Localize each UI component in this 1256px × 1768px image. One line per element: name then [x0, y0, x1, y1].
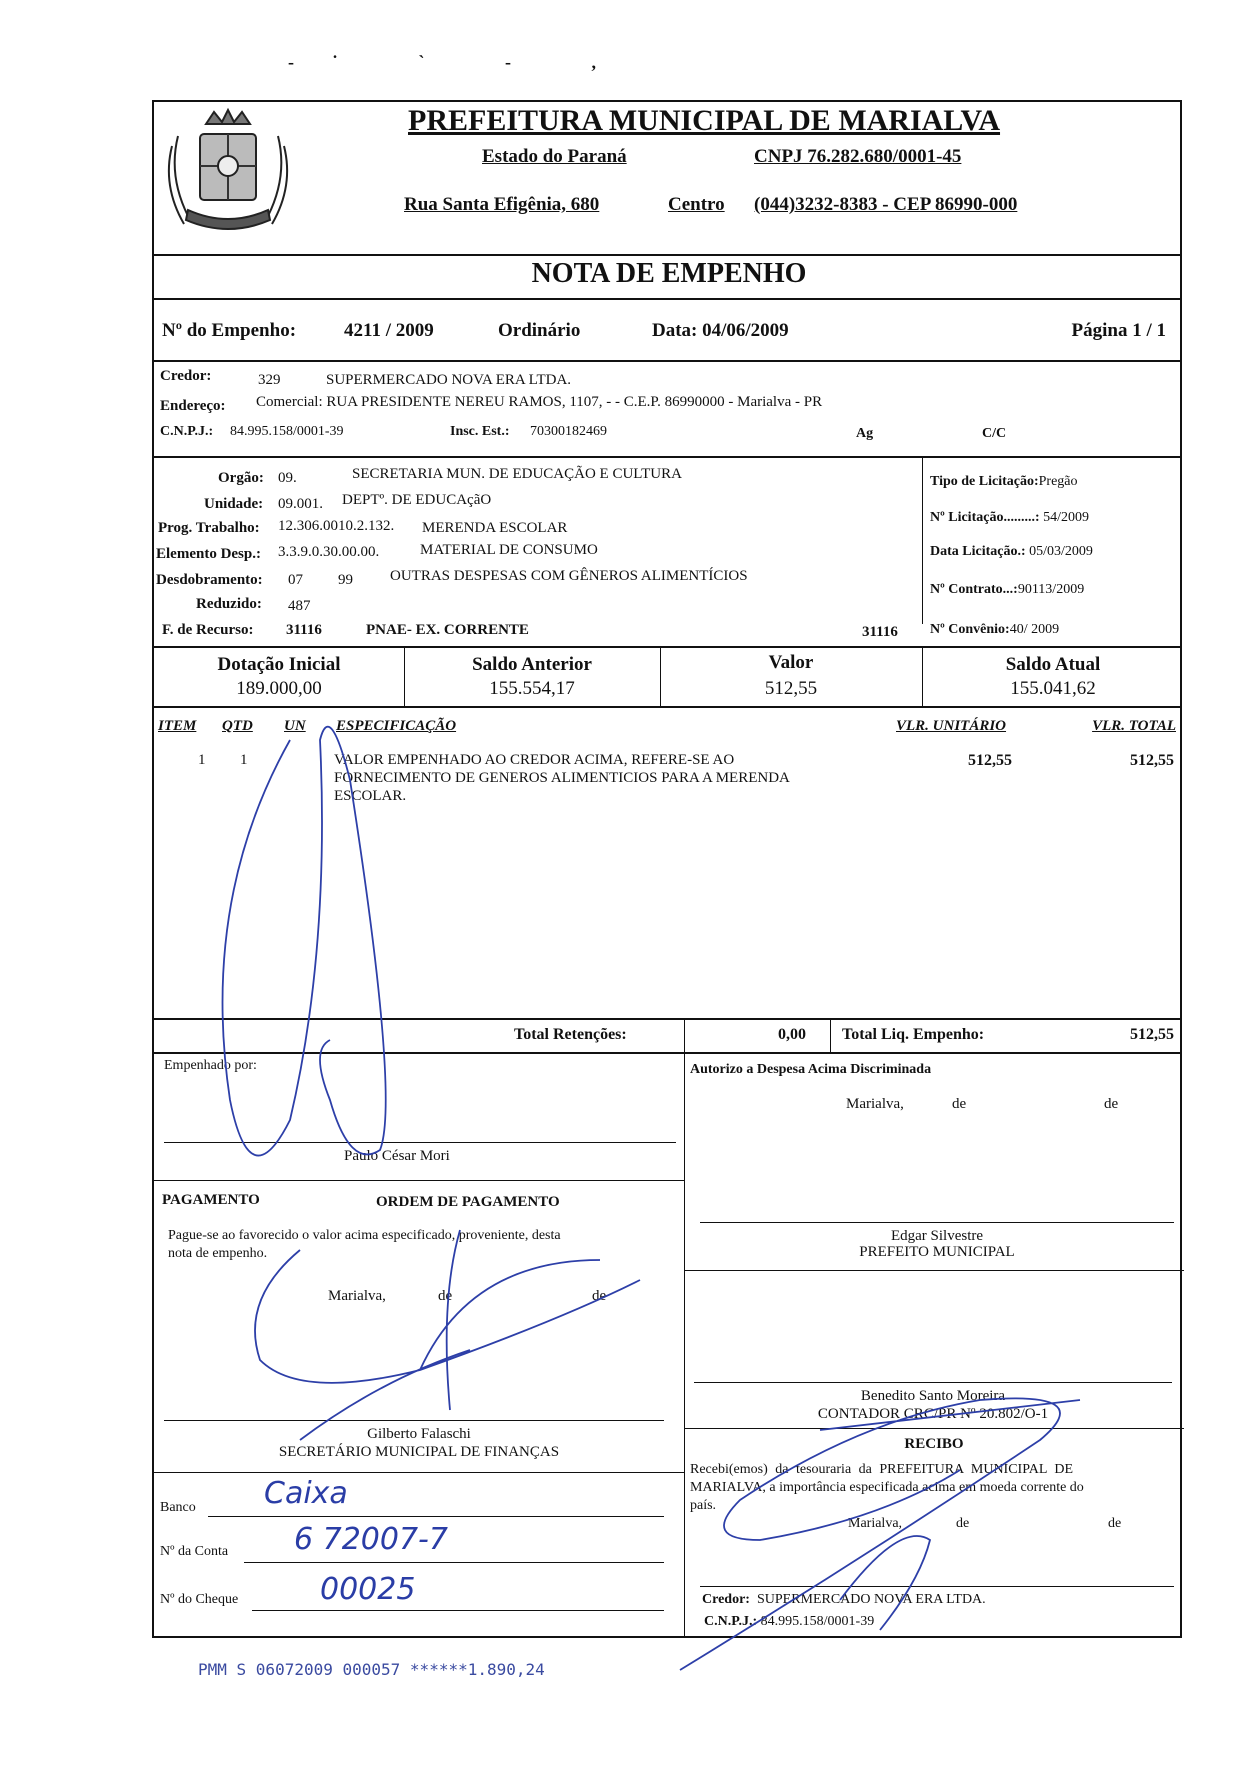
- saldo-anterior-value: 155.554,17: [489, 678, 575, 699]
- divider: [684, 1270, 1184, 1271]
- signature-line: [700, 1586, 1174, 1587]
- orgao-label: Orgão:: [218, 470, 264, 486]
- numero-contrato: [930, 582, 1084, 598]
- col-header-item: ITEM: [158, 718, 197, 734]
- conta-label: Nº da Conta: [160, 1544, 229, 1559]
- pagamento-de-1: de: [438, 1288, 453, 1304]
- data-licitacao-value: 05/03/2009: [1029, 544, 1093, 559]
- item-unit-value: 512,55: [968, 752, 1012, 769]
- banco-line: [208, 1516, 664, 1517]
- numero-convenio-label: Nº Convênio:: [930, 622, 1010, 637]
- reduzido-value: 487: [288, 598, 311, 614]
- pagamento-text-1: Pague-se ao favorecido o valor acima especificado, proveniente, desta: [168, 1228, 561, 1243]
- elemento-desp-code: 3.3.9.0.30.00.00.: [278, 544, 380, 560]
- contador-role: CONTADOR CRC/PR Nº 20.802/O-1: [817, 1406, 1049, 1422]
- tipo-licitacao: [930, 474, 1078, 490]
- item-spec-line-3: ESCOLAR.: [334, 788, 407, 804]
- signature-line: [700, 1222, 1174, 1223]
- credor-name: SUPERMERCADO NOVA ERA LTDA.: [326, 372, 572, 388]
- credor-cnpj: 84.995.158/0001-39: [230, 424, 344, 439]
- item-total-value: 512,55: [1130, 752, 1174, 769]
- signature-line: [164, 1142, 676, 1143]
- desdobramento-name: OUTRAS DESPESAS COM GÊNEROS ALIMENTÍCIOS: [390, 568, 748, 584]
- prefeitura-address: Rua Santa Efigênia, 680: [404, 194, 600, 215]
- contador-name: Benedito Santo Moreira: [860, 1388, 1006, 1404]
- prefeitura-cnpj: CNPJ 76.282.680/0001-45: [754, 146, 962, 167]
- unidade-name: DEPTº. DE EDUCAçãO: [342, 492, 492, 508]
- saldo-atual-label: Saldo Atual: [1005, 654, 1101, 675]
- secretario-role: SECRETÁRIO MUNICIPAL DE FINANÇAS: [278, 1444, 560, 1460]
- reduzido-label: Reduzido:: [196, 596, 262, 612]
- empenho-type: Ordinário: [498, 320, 581, 341]
- prefeitura-district: Centro: [668, 194, 725, 215]
- divider: [684, 1428, 1184, 1429]
- pagamento-city: Marialva,: [328, 1288, 386, 1304]
- total-retencoes-label: Total Retenções:: [514, 1026, 627, 1043]
- credor-label: Credor:: [160, 368, 212, 384]
- prefeitura-phone-cep: (044)3232-8383 - CEP 86990-000: [754, 194, 1018, 215]
- recurso-label: F. de Recurso:: [162, 622, 254, 638]
- item-spec-line-2: FORNECIMENTO DE GENEROS ALIMENTICIOS PARA A MERENDA: [334, 770, 790, 786]
- empenho-date: Data: 04/06/2009: [652, 320, 789, 341]
- divider: [922, 456, 923, 624]
- dotacao-label: Dotação Inicial: [217, 654, 341, 675]
- autorizo-city: Marialva,: [846, 1096, 904, 1112]
- divider: [154, 706, 1180, 708]
- credor-code: 329: [258, 372, 281, 388]
- prog-trabalho-code: 12.306.0010.2.132.: [278, 518, 395, 534]
- numero-convenio-value: 40/ 2009: [1009, 622, 1060, 637]
- conta-corrente-label: C/C: [982, 426, 1007, 441]
- page-number: Página 1 / 1: [1071, 320, 1166, 341]
- elemento-desp-label: Elemento Desp.:: [156, 546, 261, 562]
- credor-cnpj-label: C.N.P.J.:: [160, 424, 214, 439]
- orgao-code: 09.: [278, 470, 297, 486]
- recibo-city: Marialva,: [848, 1516, 903, 1531]
- numero-licitacao-label: Nº Licitação.........:: [930, 510, 1040, 525]
- col-header-vlr-unitario: VLR. UNITÁRIO: [896, 718, 1007, 734]
- recibo-cnpj: [704, 1614, 874, 1630]
- divider: [154, 1180, 684, 1181]
- prefeito-role: PREFEITO MUNICIPAL: [859, 1244, 1015, 1260]
- elemento-desp-name: MATERIAL DE CONSUMO: [420, 542, 598, 558]
- cheque-label: Nº do Cheque: [160, 1592, 239, 1607]
- divider: [154, 298, 1180, 300]
- col-header-especificacao: ESPECIFICAÇÃO: [336, 718, 457, 734]
- conta-value: 6 72007-7: [294, 1522, 448, 1557]
- saldo-atual-value: 155.041,62: [1010, 678, 1096, 699]
- divider: [154, 646, 1180, 648]
- prefeito-name: Edgar Silvestre: [890, 1228, 984, 1244]
- divider: [684, 1052, 685, 1638]
- divider: [154, 1472, 684, 1473]
- recibo-credor: [702, 1592, 986, 1608]
- total-liq-empenho-value: 512,55: [1130, 1026, 1174, 1043]
- item-spec-line-1: VALOR EMPENHADO AO CREDOR ACIMA, REFERE-SE AO: [334, 752, 735, 768]
- autorizo-de-2: de: [1104, 1096, 1119, 1112]
- recibo-title: RECIBO: [904, 1436, 964, 1452]
- divider: [154, 456, 1180, 458]
- autorizo-label: Autorizo a Despesa Acima Discriminada: [690, 1062, 932, 1077]
- data-licitacao-label: Data Licitação.:: [930, 544, 1026, 559]
- desdobramento-label: Desdobramento:: [156, 572, 263, 588]
- col-header-un: UN: [284, 718, 306, 734]
- empenhado-por-name: Paulo César Mori: [344, 1148, 450, 1164]
- divider: [154, 254, 1180, 256]
- col-header-vlr-total: VLR. TOTAL: [1092, 718, 1176, 734]
- recibo-de-1: de: [956, 1516, 970, 1531]
- prog-trabalho-name: MERENDA ESCOLAR: [422, 520, 568, 536]
- divider: [830, 1018, 831, 1052]
- insc-est-label: Insc. Est.:: [450, 424, 510, 439]
- numero-contrato-value: 90113/2009: [1017, 582, 1085, 597]
- recurso-name: PNAE- EX. CORRENTE: [366, 622, 529, 638]
- banco-label: Banco: [160, 1500, 196, 1515]
- marialva-coat-of-arms-icon: [158, 106, 298, 240]
- recibo-text-1: Recebi(emos) da tesouraria da PREFEITURA MUNICIPAL DE: [690, 1462, 1074, 1477]
- prog-trabalho-label: Prog. Trabalho:: [158, 520, 260, 536]
- prefeitura-title: PREFEITURA MUNICIPAL DE MARIALVA: [408, 104, 1001, 137]
- desdobramento-b: 99: [338, 572, 353, 588]
- recibo-cnpj-value: 84.995.158/0001-39: [760, 1614, 875, 1629]
- dotacao-value: 189.000,00: [236, 678, 322, 699]
- credor-address: Comercial: RUA PRESIDENTE NEREU RAMOS, 1107, - - C.E.P. 86990000 - Marialva - PR: [256, 394, 823, 410]
- orgao-name: SECRETARIA MUN. DE EDUCAÇÃO E CULTURA: [352, 466, 682, 482]
- numero-licitacao-value: 54/2009: [1043, 510, 1089, 525]
- ordem-pagamento-label: ORDEM DE PAGAMENTO: [376, 1194, 560, 1210]
- doc-title: NOTA DE EMPENHO: [531, 258, 807, 289]
- banco-value: Caixa: [264, 1476, 348, 1511]
- item-qtd: 1: [240, 752, 248, 768]
- total-retencoes-value: 0,00: [778, 1026, 806, 1043]
- recurso-code: 31116: [286, 622, 322, 638]
- tipo-licitacao-label: Tipo de Licitação:: [930, 474, 1039, 489]
- signature-line: [694, 1382, 1172, 1383]
- nota-de-empenho-form: [152, 100, 1182, 1638]
- pagamento-label: PAGAMENTO: [162, 1192, 260, 1208]
- recibo-credor-label: Credor:: [702, 1592, 750, 1607]
- state-name: Estado do Paraná: [482, 146, 627, 167]
- total-liq-empenho-label: Total Liq. Empenho:: [842, 1026, 985, 1043]
- mechanical-stamp: PMM S 06072009 000057 ******1.890,24: [198, 1660, 545, 1679]
- unidade-code: 09.001.: [278, 496, 323, 512]
- signature-line: [164, 1420, 664, 1421]
- pagamento-text-2: nota de empenho.: [168, 1246, 268, 1261]
- divider: [154, 1052, 1180, 1054]
- numero-licitacao: [930, 510, 1089, 526]
- desdobramento-a: 07: [288, 572, 303, 588]
- recibo-text-3: país.: [690, 1498, 717, 1513]
- secretario-name: Gilberto Falaschi: [367, 1426, 471, 1442]
- cheque-line: [252, 1610, 664, 1611]
- divider: [154, 1018, 1180, 1020]
- empenho-number-label: Nº do Empenho:: [162, 320, 297, 341]
- divider: [154, 360, 1180, 362]
- item-number: 1: [198, 752, 206, 768]
- valor-label: Valor: [768, 652, 814, 673]
- recurso-code-2: 31116: [862, 624, 898, 640]
- numero-contrato-label: Nº Contrato...:: [930, 582, 1018, 597]
- cheque-value: 00025: [320, 1572, 416, 1607]
- unidade-label: Unidade:: [204, 496, 264, 512]
- valor-value: 512,55: [764, 678, 818, 699]
- insc-est: 70300182469: [530, 424, 607, 439]
- conta-line: [244, 1562, 664, 1563]
- empenhado-por-label: Empenhado por:: [164, 1058, 257, 1073]
- saldo-anterior-label: Saldo Anterior: [472, 654, 592, 675]
- recibo-cnpj-label: C.N.P.J.:: [704, 1614, 758, 1629]
- autorizo-de-1: de: [952, 1096, 967, 1112]
- data-licitacao: [930, 544, 1093, 560]
- endereco-label: Endereço:: [160, 398, 226, 414]
- recibo-de-2: de: [1108, 1516, 1122, 1531]
- divider: [684, 1018, 685, 1052]
- scan-marks: -˙ ` - ,: [288, 52, 634, 72]
- numero-convenio: [930, 622, 1059, 638]
- pagamento-de-2: de: [592, 1288, 607, 1304]
- tipo-licitacao-value: Pregão: [1038, 474, 1078, 489]
- recibo-credor-name: SUPERMERCADO NOVA ERA LTDA.: [756, 1592, 986, 1607]
- col-header-qtd: QTD: [222, 718, 253, 734]
- empenho-number: 4211 / 2009: [344, 320, 434, 341]
- agencia-label: Ag: [856, 426, 874, 441]
- recibo-text-2: MARIALVA, a importância especificada acima em moeda corrente do: [690, 1480, 1084, 1495]
